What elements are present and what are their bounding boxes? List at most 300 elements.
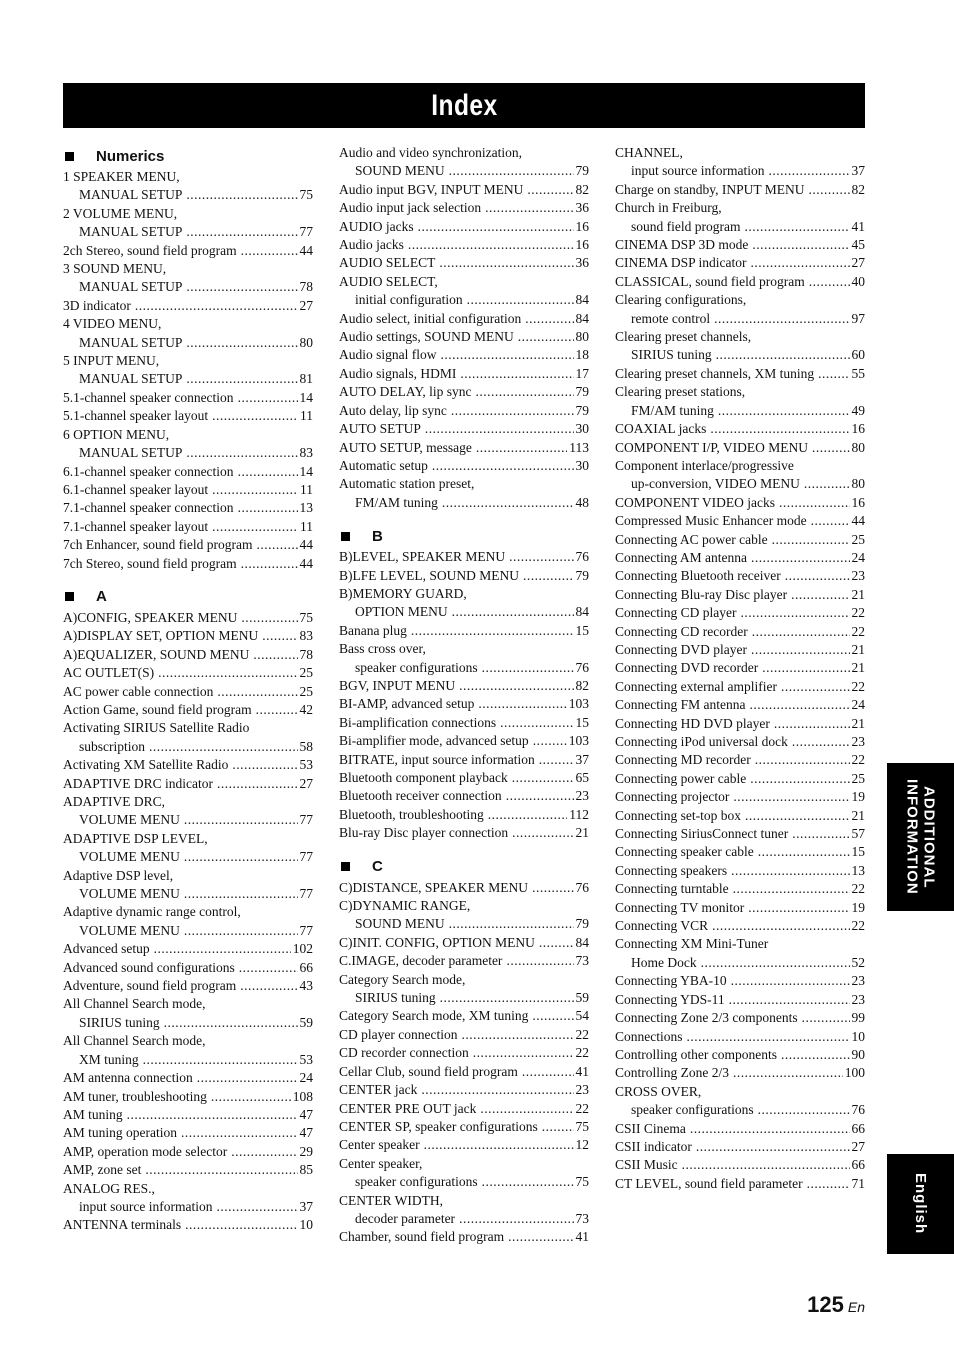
- index-term: Connecting AM antenna: [615, 549, 747, 565]
- index-entry: [63, 867, 313, 904]
- index-page-ref: 22: [851, 678, 865, 694]
- index-page-ref: 15: [851, 844, 865, 860]
- dot-leader: [809, 181, 850, 199]
- index-page-ref: 25: [299, 665, 313, 681]
- index-section-letter: A: [96, 588, 107, 606]
- index-line: [339, 1192, 589, 1210]
- index-page-ref: 44: [851, 513, 865, 529]
- index-term: FM/AM tuning: [631, 402, 714, 418]
- index-page-ref: 80: [299, 334, 313, 350]
- index-line: [615, 1175, 865, 1193]
- index-page-ref: 23: [575, 1082, 589, 1098]
- dot-leader: [696, 1138, 850, 1156]
- index-entry: [339, 879, 589, 897]
- index-term: Center speaker,: [339, 1155, 423, 1171]
- index-subline: [615, 954, 865, 972]
- index-page-ref: 80: [851, 476, 865, 492]
- dot-leader: [418, 218, 574, 236]
- dot-leader: [809, 273, 850, 291]
- index-term: CINEMA DSP indicator: [615, 255, 747, 271]
- index-line: [339, 879, 589, 897]
- index-entry: [63, 775, 313, 793]
- section-side-tab: [887, 763, 954, 911]
- dot-leader: [149, 738, 298, 756]
- index-term: 3 SOUND MENU,: [63, 261, 167, 277]
- dot-leader: [716, 346, 850, 364]
- index-section-heading: [63, 587, 313, 607]
- index-line: [63, 242, 313, 260]
- index-term: Clearing preset channels,: [615, 329, 752, 345]
- index-term: COMPONENT I/P, VIDEO MENU: [615, 439, 809, 455]
- index-line: [615, 991, 865, 1009]
- index-line: [615, 144, 865, 162]
- index-line: [339, 475, 589, 493]
- index-page-ref: 82: [575, 181, 589, 197]
- dot-leader: [506, 952, 573, 970]
- index-entry: [339, 806, 589, 824]
- index-line: [615, 1064, 865, 1082]
- index-term: Connecting YBA-10: [615, 973, 727, 989]
- index-page-ref: 25: [851, 770, 865, 786]
- index-page-ref: 22: [851, 918, 865, 934]
- index-page-ref: 44: [299, 555, 313, 571]
- index-subline: [339, 989, 589, 1007]
- index-line: [63, 168, 313, 186]
- dot-leader: [751, 549, 850, 567]
- index-line: [615, 641, 865, 659]
- index-term: Connecting CD player: [615, 605, 737, 621]
- index-entry: [615, 181, 865, 199]
- index-entry: [615, 1009, 865, 1027]
- index-line: [63, 609, 313, 627]
- dot-leader: [525, 310, 573, 328]
- index-term: SIRIUS tuning: [631, 347, 712, 363]
- index-line: [63, 627, 313, 645]
- index-entry: [615, 420, 865, 438]
- index-term: C.IMAGE, decoder parameter: [339, 953, 503, 969]
- index-line: [63, 940, 313, 958]
- dot-leader: [506, 787, 574, 805]
- index-term: Connecting turntable: [615, 881, 729, 897]
- index-entry: [339, 383, 589, 401]
- index-term: Advanced setup: [63, 941, 150, 957]
- index-line: [615, 365, 865, 383]
- index-entry: [615, 567, 865, 585]
- index-term: 7ch Enhancer, sound field program: [63, 537, 253, 553]
- index-entry: [615, 972, 865, 990]
- index-page-ref: 22: [575, 1026, 589, 1042]
- index-page-ref: 81: [299, 371, 313, 387]
- index-term: SIRIUS tuning: [79, 1014, 160, 1030]
- index-page-ref: 11: [300, 408, 313, 424]
- index-line: [615, 1120, 865, 1138]
- index-entry: [339, 328, 589, 346]
- dot-leader: [145, 1161, 297, 1179]
- index-line: [63, 977, 313, 995]
- index-page-ref: 102: [292, 941, 313, 957]
- index-page-ref: 79: [575, 163, 589, 179]
- index-line: [339, 1100, 589, 1118]
- index-entry: [339, 346, 589, 364]
- index-line: [63, 1069, 313, 1087]
- index-term: AC OUTLET(S): [63, 665, 155, 681]
- dot-leader: [751, 641, 850, 659]
- dot-leader: [701, 954, 850, 972]
- dot-leader: [509, 548, 573, 566]
- index-line: [615, 917, 865, 935]
- index-entry: [615, 1175, 865, 1193]
- dot-leader: [480, 1100, 573, 1118]
- index-subline: [63, 186, 313, 204]
- index-line: [615, 531, 865, 549]
- index-line: [615, 935, 865, 953]
- language-side-tab: [887, 1154, 954, 1254]
- index-term: Clearing preset channels, XM tuning: [615, 365, 815, 381]
- dot-leader: [212, 407, 298, 425]
- index-line: [339, 346, 589, 364]
- dot-leader: [232, 756, 297, 774]
- index-line: [615, 1156, 865, 1174]
- index-page-ref: 22: [851, 752, 865, 768]
- index-page-ref: 37: [299, 1198, 313, 1214]
- index-page-ref: 55: [851, 365, 865, 381]
- index-line: [63, 903, 313, 921]
- index-page-ref: 75: [299, 609, 313, 625]
- dot-leader: [238, 389, 298, 407]
- index-line: [615, 549, 865, 567]
- index-term: Category Search mode,: [339, 971, 466, 987]
- index-page-ref: 27: [299, 775, 313, 791]
- index-term: CENTER WIDTH,: [339, 1192, 443, 1208]
- index-entry: [339, 199, 589, 217]
- dot-leader: [425, 420, 574, 438]
- dot-leader: [804, 475, 850, 493]
- index-line: [339, 751, 589, 769]
- index-page-ref: 15: [575, 714, 589, 730]
- index-term: Adaptive DSP level,: [63, 867, 174, 883]
- index-page-ref: 85: [299, 1162, 313, 1178]
- index-page-ref: 71: [851, 1175, 865, 1191]
- index-entry: [615, 733, 865, 751]
- dot-leader: [512, 824, 573, 842]
- dot-leader: [522, 1063, 574, 1081]
- index-entry: [615, 1083, 865, 1120]
- index-line: [339, 254, 589, 272]
- index-entry: [615, 1138, 865, 1156]
- dot-leader: [473, 1044, 574, 1062]
- index-term: Compressed Music Enhancer mode: [615, 513, 807, 529]
- index-page-ref: 16: [851, 494, 865, 510]
- index-entry: [339, 1100, 589, 1118]
- index-entry: [339, 1081, 589, 1099]
- index-entry: [63, 793, 313, 830]
- index-term: Connecting DVD recorder: [615, 660, 759, 676]
- index-title-bar: [63, 83, 865, 128]
- index-page-ref: 66: [851, 1157, 865, 1173]
- dot-leader: [731, 862, 849, 880]
- index-subline: [615, 310, 865, 328]
- index-term: Connecting projector: [615, 789, 730, 805]
- index-line: [63, 260, 313, 278]
- section-spacer: [63, 573, 313, 585]
- index-line: [339, 144, 589, 162]
- index-entry: [63, 701, 313, 719]
- index-entry: [63, 205, 313, 242]
- index-page-ref: 21: [851, 586, 865, 602]
- dot-leader: [257, 536, 298, 554]
- index-subline: [63, 848, 313, 866]
- index-term: AM antenna connection: [63, 1070, 193, 1086]
- index-line: [615, 1083, 865, 1101]
- index-line: [63, 1106, 313, 1124]
- index-entry: [615, 144, 865, 181]
- dot-leader: [762, 659, 849, 677]
- index-entry: [615, 531, 865, 549]
- dot-leader: [687, 1028, 850, 1046]
- index-term: Activating XM Satellite Radio: [63, 757, 229, 773]
- index-page-ref: 41: [575, 1229, 589, 1245]
- index-entry: [615, 1120, 865, 1138]
- index-entry: [63, 959, 313, 977]
- index-page-ref: 23: [851, 568, 865, 584]
- index-page-ref: 77: [299, 922, 313, 938]
- index-term: Church in Freiburg,: [615, 200, 722, 216]
- index-term: COAXIAL jacks: [615, 421, 707, 437]
- dot-leader: [758, 1101, 850, 1119]
- dot-leader: [729, 991, 850, 1009]
- index-line: [339, 952, 589, 970]
- index-page-ref: 21: [851, 660, 865, 676]
- index-entry: [615, 659, 865, 677]
- index-page-ref: 37: [575, 751, 589, 767]
- index-subline: [63, 738, 313, 756]
- index-line: [615, 567, 865, 585]
- index-entry: [615, 935, 865, 972]
- index-page-ref: 23: [851, 973, 865, 989]
- dot-leader: [482, 1173, 574, 1191]
- index-term: Category Search mode, XM tuning: [339, 1008, 529, 1024]
- dot-leader: [733, 880, 850, 898]
- index-page-ref: 21: [851, 807, 865, 823]
- section-spacer: [339, 843, 589, 855]
- index-page-ref: 42: [299, 701, 313, 717]
- index-term: Bi-amplification connections: [339, 714, 497, 730]
- index-line: [63, 1032, 313, 1050]
- index-term: Automatic setup: [339, 457, 428, 473]
- index-term: AUDIO jacks: [339, 218, 414, 234]
- index-term: AUTO SETUP: [339, 421, 421, 437]
- index-entry: [339, 824, 589, 842]
- index-entry: [63, 627, 313, 645]
- index-subline: [63, 334, 313, 352]
- index-term: Audio select, initial configuration: [339, 310, 522, 326]
- index-entry: [339, 934, 589, 952]
- index-entry: [615, 1156, 865, 1174]
- index-section-heading: [339, 857, 589, 877]
- index-page-ref: 14: [299, 463, 313, 479]
- index-term: Connecting Bluetooth receiver: [615, 568, 781, 584]
- dot-leader: [127, 1106, 298, 1124]
- index-page-ref: 23: [851, 991, 865, 1007]
- index-entry: [615, 825, 865, 843]
- dot-leader: [186, 370, 297, 388]
- index-line: [339, 640, 589, 658]
- index-term: Action Game, sound field program: [63, 701, 252, 717]
- dot-leader: [411, 622, 574, 640]
- index-entry: [615, 1064, 865, 1082]
- dot-leader: [476, 383, 574, 401]
- index-term: Connecting XM Mini-Tuner: [615, 936, 769, 952]
- dot-leader: [752, 236, 849, 254]
- index-term: 7ch Stereo, sound field program: [63, 555, 237, 571]
- heading-square-icon: [65, 152, 74, 161]
- index-subline: [339, 603, 589, 621]
- index-term: A)DISPLAY SET, OPTION MENU: [63, 628, 259, 644]
- index-term: AUDIO SELECT: [339, 255, 436, 271]
- index-term: SOUND MENU: [355, 163, 445, 179]
- index-page-ref: 47: [299, 1125, 313, 1141]
- dot-leader: [135, 297, 298, 315]
- index-term: CSII indicator: [615, 1138, 692, 1154]
- index-column-3: [615, 144, 865, 1193]
- dot-leader: [500, 714, 573, 732]
- index-term: Connecting MD recorder: [615, 752, 751, 768]
- index-term: C)INIT. CONFIG, OPTION MENU: [339, 934, 535, 950]
- index-page-ref: 76: [575, 659, 589, 675]
- index-line: [339, 181, 589, 199]
- index-page-ref: 22: [575, 1045, 589, 1061]
- index-entry: [339, 310, 589, 328]
- index-entry: [615, 365, 865, 383]
- index-line: [63, 536, 313, 554]
- index-term: Clearing configurations,: [615, 292, 747, 308]
- dot-leader: [441, 346, 574, 364]
- dot-leader: [186, 223, 297, 241]
- index-term: 6.1-channel speaker connection: [63, 463, 234, 479]
- index-entry: [615, 586, 865, 604]
- index-entry: [339, 548, 589, 566]
- index-term: decoder parameter: [355, 1210, 456, 1226]
- dot-leader: [512, 769, 574, 787]
- index-term: Center speaker: [339, 1137, 420, 1153]
- index-term: Activating SIRIUS Satellite Radio: [63, 720, 250, 736]
- dot-leader: [241, 555, 298, 573]
- index-entry: [615, 991, 865, 1009]
- index-term: CENTER jack: [339, 1082, 418, 1098]
- index-entry: [63, 315, 313, 352]
- index-term: AUTO DELAY, lip sync: [339, 384, 472, 400]
- index-term: All Channel Search mode,: [63, 996, 206, 1012]
- index-page-ref: 40: [851, 273, 865, 289]
- dot-leader: [253, 646, 297, 664]
- dot-leader: [748, 899, 849, 917]
- index-line: [339, 732, 589, 750]
- index-line: [63, 756, 313, 774]
- index-entry: [615, 273, 865, 291]
- index-line: [615, 420, 865, 438]
- dot-leader: [532, 879, 573, 897]
- dot-leader: [451, 402, 574, 420]
- index-term: Connecting iPod universal dock: [615, 734, 788, 749]
- index-term: Bass cross over,: [339, 641, 426, 657]
- index-entry: [615, 751, 865, 769]
- index-line: [63, 499, 313, 517]
- index-page-ref: 84: [575, 292, 589, 308]
- index-term: CHANNEL,: [615, 145, 683, 160]
- index-term: 2ch Stereo, sound field program: [63, 242, 237, 258]
- index-term: MANUAL SETUP: [79, 224, 183, 240]
- index-term: CD recorder connection: [339, 1045, 469, 1061]
- dot-leader: [184, 922, 298, 940]
- dot-leader: [241, 609, 297, 627]
- dot-leader: [523, 567, 574, 585]
- index-term: C)DYNAMIC RANGE,: [339, 898, 471, 914]
- index-term: Connecting speaker cable: [615, 844, 754, 860]
- index-line: [615, 457, 865, 475]
- index-page-ref: 22: [851, 605, 865, 621]
- dot-leader: [712, 917, 849, 935]
- index-line: [615, 181, 865, 199]
- dot-leader: [781, 678, 850, 696]
- dot-leader: [818, 365, 849, 383]
- index-line: [615, 236, 865, 254]
- index-entry: [339, 787, 589, 805]
- index-section-letter: Numerics: [96, 147, 165, 165]
- index-line: [339, 1026, 589, 1044]
- dot-leader: [459, 1210, 573, 1228]
- index-term: input source information: [631, 163, 765, 179]
- index-subline: [63, 370, 313, 388]
- index-line: [339, 548, 589, 566]
- index-page-ref: 13: [299, 500, 313, 516]
- index-page-ref: 79: [575, 402, 589, 418]
- index-term: FM/AM tuning: [355, 494, 438, 510]
- index-term: A)EQUALIZER, SOUND MENU: [63, 646, 250, 662]
- page-number-value: 125: [807, 1292, 844, 1317]
- index-term: CSII Music: [615, 1157, 678, 1173]
- index-entry: [339, 181, 589, 199]
- index-entry: [339, 439, 589, 457]
- index-entry: [63, 426, 313, 463]
- dot-leader: [802, 1009, 850, 1027]
- index-line: [63, 683, 313, 701]
- index-term: Audio settings, SOUND MENU: [339, 329, 514, 345]
- dot-leader: [781, 1046, 850, 1064]
- dot-leader: [744, 218, 849, 236]
- index-subline: [63, 885, 313, 903]
- index-subline: [339, 915, 589, 933]
- index-page-ref: 10: [851, 1028, 865, 1044]
- dot-leader: [439, 254, 573, 272]
- index-line: [615, 586, 865, 604]
- index-entry: [63, 463, 313, 481]
- dot-leader: [772, 531, 850, 549]
- index-line: [615, 770, 865, 788]
- index-line: [339, 310, 589, 328]
- index-term: CENTER SP, speaker configurations: [339, 1118, 538, 1134]
- index-line: [615, 1009, 865, 1027]
- index-term: CENTER PRE OUT jack: [339, 1100, 477, 1116]
- index-term: B)LFE LEVEL, SOUND MENU: [339, 567, 519, 583]
- index-line: [339, 457, 589, 475]
- index-term: VOLUME MENU: [79, 886, 180, 902]
- dot-leader: [768, 162, 849, 180]
- index-page-ref: 52: [851, 954, 865, 970]
- index-line: [63, 664, 313, 682]
- dot-leader: [442, 494, 574, 512]
- index-term: XM tuning: [79, 1051, 139, 1067]
- index-entry: [339, 144, 589, 181]
